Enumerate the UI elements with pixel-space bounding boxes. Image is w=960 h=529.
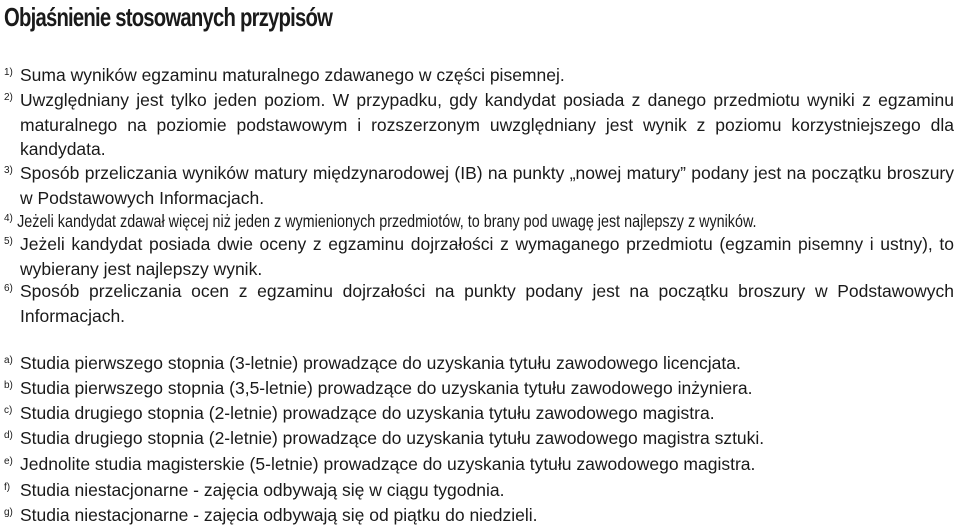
study-note-b <box>4 376 954 401</box>
study-note-a <box>4 351 954 376</box>
footnote-text: Suma wyników egzaminu maturalnego zdawanego w części pisemnej. <box>20 65 565 85</box>
study-note-text: Studia drugiego stopnia (2-letnie) prowadzące do uzyskania tytułu zawodowego magistra. <box>20 403 715 423</box>
study-note-text: Studia niestacjonarne - zajęcia odbywają się w ciągu tygodnia. <box>20 480 505 500</box>
study-note-text: Jednolite studia magisterskie (5-letnie) prowadzące do uzyskania tytułu zawodowego magistra. <box>20 454 756 474</box>
footnote-2 <box>4 88 954 162</box>
study-note-marker: c) <box>4 405 13 416</box>
footnote-4 <box>4 209 954 234</box>
footnote-text: Sposób przeliczania ocen z egzaminu dojrzałości na punkty podany jest na początku broszury w Podstawowych Informacjach. <box>20 281 954 326</box>
footnote-marker: 3) <box>4 165 13 176</box>
study-note-text: Studia pierwszego stopnia (3-letnie) prowadzące do uzyskania tytułu zawodowego licencjata. <box>20 353 741 373</box>
page-title: Objaśnienie stosowanych przypisów <box>4 2 333 32</box>
footnote-marker: 5) <box>4 236 13 247</box>
study-note-marker: g) <box>4 507 13 518</box>
footnote-1 <box>4 63 954 88</box>
footnote-text: Sposób przeliczania wyników matury międzynarodowej (IB) na punkty „nowej matury” podany jest na początku broszury w Podstawowych Informacjach. <box>20 163 954 208</box>
footnote-marker: 4) <box>4 213 13 224</box>
footnote-text: Jeżeli kandydat zdawał więcej niż jeden z wymienionych przedmiotów, to brany pod uwagę jest najlepszy z wyników. <box>17 211 757 231</box>
study-note-c <box>4 401 954 426</box>
study-note-d <box>4 426 954 451</box>
study-note-marker: b) <box>4 380 13 391</box>
footnote-marker: 2) <box>4 92 13 103</box>
study-note-e <box>4 452 954 477</box>
study-note-text: Studia niestacjonarne - zajęcia odbywają się od piątku do niedzieli. <box>20 505 538 525</box>
footnote-text: Uwzględniany jest tylko jeden poziom. W przypadku, gdy kandydat posiada z danego przedmiotu wyniki z egzaminu maturalnego na poziomie podstawowym i rozszerzonym uwzględniany jest wynik z poziomu korzystniejszego dla kandydata. <box>20 90 954 159</box>
study-note-marker: d) <box>4 430 13 441</box>
study-note-marker: f) <box>4 482 11 493</box>
footnote-6 <box>4 279 954 328</box>
footnote-marker: 1) <box>4 67 13 78</box>
study-note-marker: a) <box>4 355 13 366</box>
footnote-5 <box>4 232 954 281</box>
footnote-3 <box>4 161 954 210</box>
footnote-marker: 6) <box>4 283 13 294</box>
study-note-marker: e) <box>4 456 13 467</box>
study-note-g <box>4 503 954 528</box>
study-note-f <box>4 478 954 503</box>
study-note-text: Studia pierwszego stopnia (3,5-letnie) prowadzące do uzyskania tytułu zawodowego inżyniera. <box>20 378 753 398</box>
study-note-text: Studia drugiego stopnia (2-letnie) prowadzące do uzyskania tytułu zawodowego magistra sztuki. <box>20 428 765 448</box>
footnote-text: Jeżeli kandydat posiada dwie oceny z egzaminu dojrzałości z wymaganego przedmiotu (egzamin pisemny i ustny), to wybierany jest najlepszy wynik. <box>20 234 954 279</box>
